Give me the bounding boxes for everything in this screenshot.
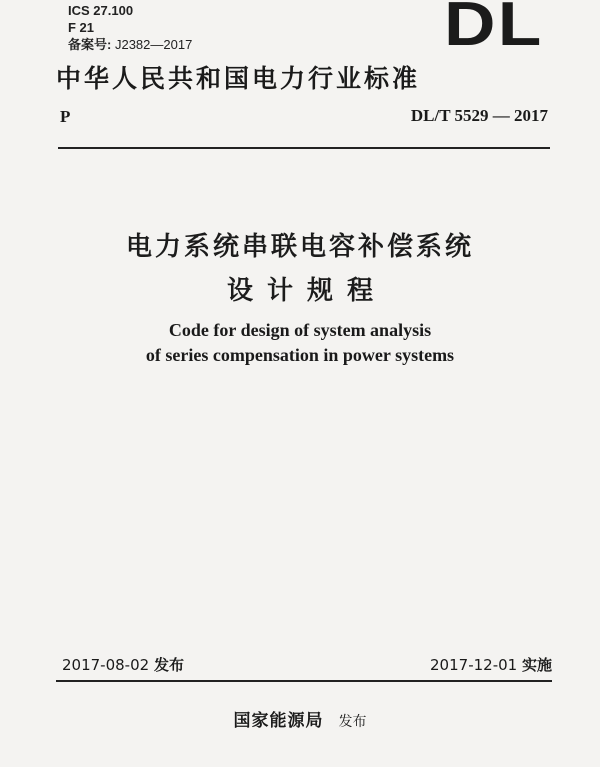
standard-number [411, 106, 548, 126]
chinese-title-line-1: 电力系统串联电容补偿系统 [125, 232, 474, 262]
effective-date [430, 654, 552, 675]
issue-date [62, 654, 184, 675]
english-title-line-1: Code for design of system analysis [168, 320, 432, 340]
issuing-authority [0, 706, 600, 731]
ccs-code: F 21 [68, 20, 95, 35]
record-number [68, 36, 192, 53]
effective-date-tag: 实施 [521, 656, 552, 674]
footer-divider [56, 680, 552, 682]
record-label: 备案号: [68, 37, 112, 52]
effective-date-value: 2017-12-01 [430, 656, 518, 674]
classification-letter: P [60, 107, 71, 126]
ics-code: ICS 27.100 [68, 3, 134, 18]
standard-category-title: 中华人民共和国电力行业标准 [56, 64, 421, 93]
issuer-action: 发布 [338, 714, 367, 730]
dl-logo: DL [444, 0, 544, 59]
standard-number-text: DL/T 5529 — 2017 [410, 106, 548, 125]
chinese-title-line-2: 设计规程 [226, 276, 387, 306]
english-title-line-2: of series compensation in power systems [145, 345, 455, 365]
issue-date-value: 2017-08-02 [62, 656, 150, 674]
issue-date-tag: 发布 [153, 656, 184, 674]
issuer-name: 国家能源局 [233, 711, 324, 731]
record-value: J2382—2017 [114, 37, 193, 52]
header-divider [58, 147, 550, 149]
cover-metadata [68, 2, 192, 53]
